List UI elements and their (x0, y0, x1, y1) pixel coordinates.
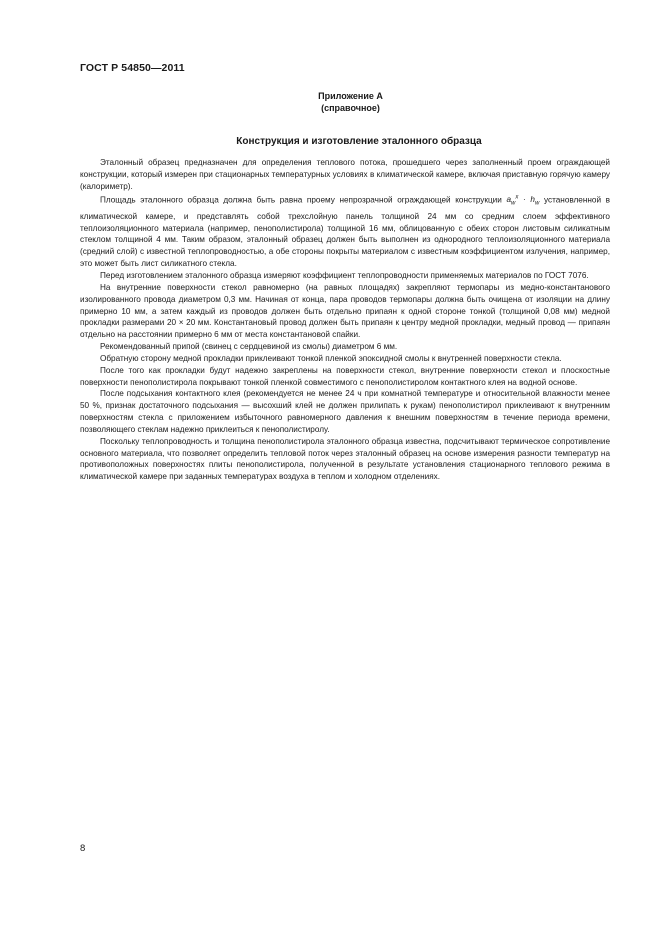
paragraph: Перед изготовлением эталонного образца измеряют коэффициент теплопроводности применяемых материалов по ГОСТ 7076. (100, 270, 589, 280)
paragraph-area (80, 193, 610, 270)
paragraph: Поскольку теплопроводность и толщина пенополистирола эталонного образца известна, подсчитывают термическое сопротивление основного материала, что позволяет определить тепловой поток через эталонный образец на основе измерения разности температур на противоположных поверхностях плиты пенополистирола, полученной в результате установления стационарного теплового режима в климатической камере при заданных температурах воздуха в теплом и холодном отделениях. (80, 436, 610, 482)
appendix-kind: (справочное) (321, 103, 380, 113)
paragraph-area-tail: установленной в климатической камере, и представлять собой трехслойную панель толщиной 24 мм со средним слоем эффективного теплоизоляционного материала (например, пенополистирола) толщиной 16 мм, облицованную с обеих сторон листовым силикатным стеклом толщиной 4 мм. Таким образом, эталонный образец должен быть выполнен из однородного теплоизоляционного материала (средний слой) с известной теплопроводностью, а обе стороны покрыты материалом с известным коэффициентом излучения, например, это может быть лист силикатного стекла. (80, 195, 611, 269)
paragraph: Эталонный образец предназначен для определения теплового потока, прошедшего через заполненный проем ограждающей конструкции, который измерен при стационарных температурных условиях в климатической камере, включая приставную горячую камеру (калориметр). (80, 158, 610, 191)
paragraph: На внутренние поверхности стекол равномерно (на равных площадях) закрепляют термопары из медно-константанового изолированного провода диаметром 0,3 мм. Начиная от конца, пара проводов термопары должна быть очищена от изоляции на длину примерно 10 мм, а затем каждый из проводов должен быть отдельно припаян к одной стороне тонкой (толщиной 0,08 мм) медной прокладки размерами 20 × 20 мм. Константановый провод должен быть припаян к центру медной прокладки, медный провод — припаян отдельно на расстоянии примерно 6 мм от места константановой спайки. (80, 282, 610, 340)
paragraph-area-head: Площадь эталонного образца должна быть равна проему непрозрачной ограждающей конструкции (100, 195, 502, 205)
paragraph: После подсыхания контактного клея (рекомендуется не менее 24 ч при комнатной температуре и относительной влажности менее 50 %, признак достаточного подсыхания — высохший клей не должен прилипать к рукам) пенополистирол приклеивают к внутренним поверхностям стекла с приложением избыточного равномерного давления к внешним поверхностям в течение периода времени, позволяющего стеклам надежно приклеиться к пенополистиролу. (80, 389, 610, 434)
paragraph: Обратную сторону медной прокладки приклеивают тонкой пленкой эпоксидной смолы к внутренней поверхности стекла. (100, 353, 562, 363)
body-text (80, 157, 610, 483)
paragraph: После того как прокладки будут надежно закреплены на поверхности стекол, внутренние поверхности стекол и плоскостные поверхности пенополистирола покрывают тонкой пленкой совместимого с пенополистиролом контактного клея на водной основе. (80, 365, 610, 387)
paragraph: Рекомендованный припой (свинец с сердцевиной из смолы) диаметром 6 мм. (100, 342, 398, 352)
formula: $a_w^x \cdot h_w$ (506, 194, 540, 207)
page-number: 8 (80, 843, 86, 854)
document-header: ГОСТ Р 54850—2011 (80, 62, 185, 74)
appendix-label: Приложение А (318, 91, 383, 101)
appendix-heading (0, 90, 661, 114)
section-title: Конструкция и изготовление эталонного образца (236, 136, 482, 147)
